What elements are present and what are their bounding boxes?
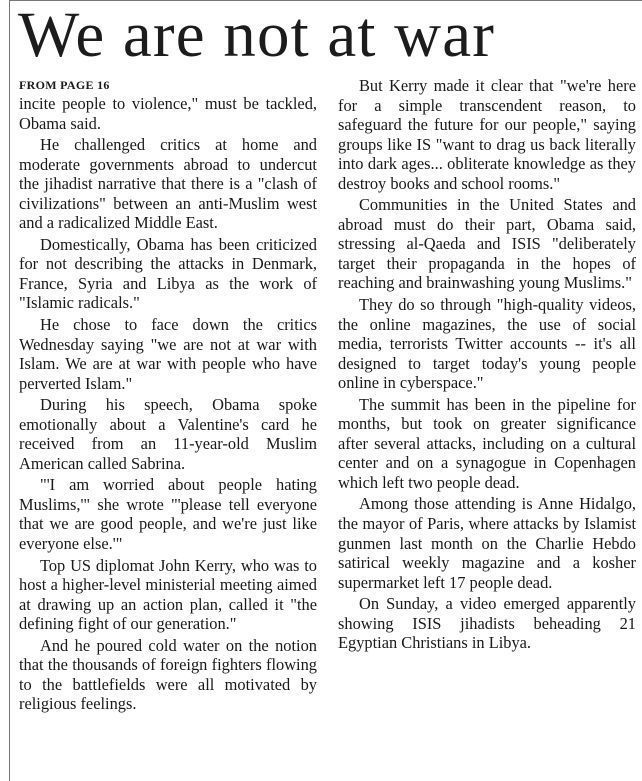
headline: We are not at war xyxy=(18,0,496,71)
article-column-left xyxy=(19,76,317,781)
paragraph: He challenged critics at home and moderate governments abroad to undercut the jihadist narrative that there is a "clash of civilizations" between an anti-Muslim west and a radicalized Middle East. xyxy=(19,135,317,233)
paragraph: incite people to violence," must be tackled, Obama said. xyxy=(19,94,317,133)
paragraph: Domestically, Obama has been criticized for not describing the attacks in Denmark, France, Syria and Libya as the work of "Islamic radicals." xyxy=(19,234,317,313)
left-frame-rule xyxy=(9,0,10,781)
paragraph: And he poured cold water on the notion that the thousands of foreign fighters flowing to the battlefields were all motivated by religious feelings. xyxy=(19,635,317,714)
paragraph: Communities in the United States and abroad must do their part, Obama said, stressing al-Qaeda and ISIS "deliberately target their propaganda in the hopes of reaching and brainwashing young Muslims." xyxy=(338,195,636,293)
paragraph: The summit has been in the pipeline for months, but took on greater significance after several attacks, including on a cultural center and on a synagogue in Copenhagen which left two people dead. xyxy=(338,394,636,492)
paragraph: They do so through "high-quality videos, the online magazines, the use of social media, terrorists Twitter accounts -- it's all designed to target today's young people online in cyberspace." xyxy=(338,295,636,393)
paragraph: Among those attending is Anne Hidalgo, the mayor of Paris, where attacks by Islamist gunmen last month on the Charlie Hebdo satirical weekly magazine and a kosher supermarket left 17 people dead. xyxy=(338,494,636,592)
paragraph: He chose to face down the critics Wednesday saying "we are not at war with Islam. We are at war with people who have perverted Islam." xyxy=(19,315,317,393)
paragraph: "'I am worried about people hating Muslims,'" she wrote "'please tell everyone that we are good people, and we're just like everyone else.'" xyxy=(19,475,317,554)
article-column-right xyxy=(338,76,636,781)
paragraph: Top US diplomat John Kerry, who was to host a higher-level ministerial meeting aimed at drawing up an action plan, called it "the defining fight of our generation." xyxy=(19,555,317,634)
paragraph: During his speech, Obama spoke emotionally about a Valentine's card he received from an 11-year-old Muslim American called Sabrina. xyxy=(19,395,317,473)
paragraph: But Kerry made it clear that "we're here for a simple transcendent reason, to safeguard the future for our people," saying groups like IS "want to drag us back literally into dark ages... obliterate knowledge as they destroy books and school rooms." xyxy=(338,76,636,193)
paragraph: On Sunday, a video emerged apparently showing ISIS jihadists beheading 21 Egyptian Christians in Libya. xyxy=(338,594,636,653)
jump-line: FROM PAGE 16 xyxy=(19,78,110,92)
